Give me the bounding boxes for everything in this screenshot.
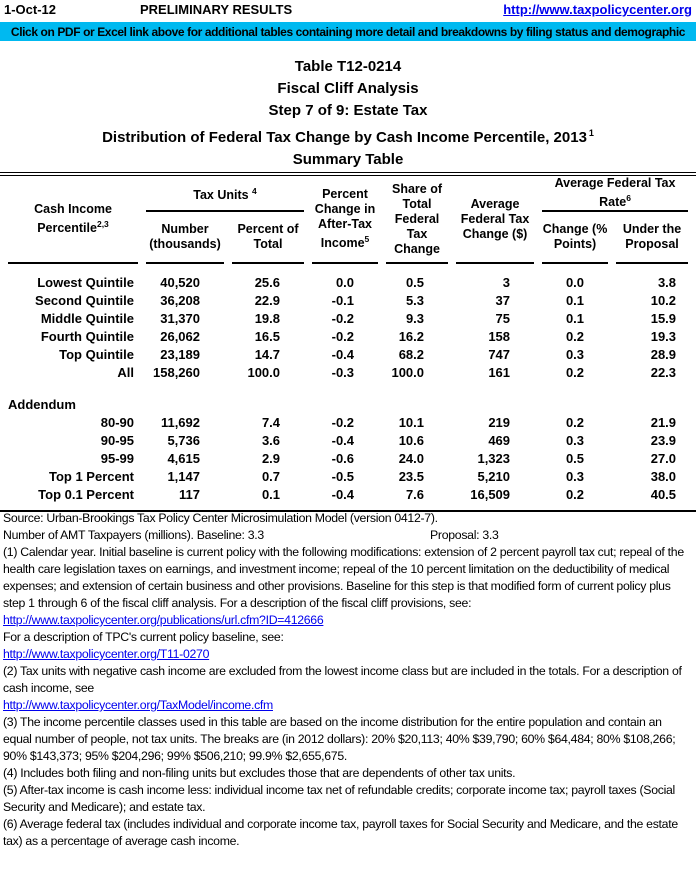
amt-proposal-value: Proposal: 3.3 [430,528,499,542]
table-row [8,468,688,486]
table-cell: 16.2 [398,329,425,345]
tpc-home-link[interactable]: http://www.taxpolicycenter.org [503,2,692,17]
col-header-cash-income-percentile [8,176,138,264]
table-cell: 3 [502,275,511,291]
table-cell: 37 [495,293,511,309]
table-cell: -0.2 [331,329,355,345]
table-cell: 7.4 [261,415,281,431]
row-label: Fourth Quintile [40,329,134,345]
table-cell: 5,736 [167,433,200,449]
table-cell: 0.2 [565,329,585,345]
table-cell: 23.5 [398,469,425,485]
table-cell: -0.2 [331,415,355,431]
col-header-percent-change-after-tax-income [312,176,378,264]
table-cell: 21.9 [650,415,677,431]
avg-rate-footnote-marker: 6 [626,193,631,203]
step-title: Step 7 of 9: Estate Tax [268,102,428,119]
table-cell: 10.6 [398,433,425,449]
table-cell: 5,210 [477,469,511,485]
table-row [8,364,688,382]
table-cell: 68.2 [398,347,425,363]
table-cell: -0.4 [331,433,355,449]
distribution-table [0,172,696,512]
table-cell: 469 [488,433,511,449]
tax-units-text: Tax Units [193,187,253,202]
table-cell: 0.5 [565,451,585,467]
table-cell: 0.3 [565,347,585,363]
table-cell: 0.0 [335,275,355,291]
table-cell: 0.2 [565,365,585,381]
row-label: Second Quintile [35,293,134,309]
report-date: 1-Oct-12 [4,2,57,17]
row-label: Middle Quintile [40,311,134,327]
table-cell: -0.6 [331,451,355,467]
cash-income-footnote-marker: 2,3 [96,219,109,229]
top-header-bar [0,2,696,20]
table-cell: 40.5 [650,487,677,503]
table-cell: 117 [179,487,200,503]
table-cell: 19.8 [254,311,281,327]
table-cell: 38.0 [650,469,677,485]
table-cell: 16.5 [254,329,281,345]
table-cell: 0.5 [405,275,425,291]
table-row [8,432,688,450]
table-cell: 27.0 [650,451,677,467]
col-header-change-percentage-points: Change (% Points) [542,212,608,264]
table-cell: 28.9 [650,347,677,363]
cash-income-definition-link [3,697,693,714]
table-cell: 0.1 [565,311,585,327]
row-label: 80-90 [100,415,134,431]
spacer-cell [8,264,688,274]
table-row [8,486,688,504]
amt-baseline-value: Number of AMT Taxpayers (millions). Baseline: 3.3 [3,528,264,542]
fiscal-cliff-provisions-link [3,612,693,629]
table-cell: -0.3 [331,365,355,381]
table-row [8,396,688,414]
table-row [8,450,688,468]
table-cell: 100.0 [391,365,425,381]
col-header-percent-of-total: Percent of Total [232,212,304,264]
table-row [8,346,688,364]
table-cell: 0.7 [261,469,281,485]
footnote-4: (4) Includes both filing and non-filing units but excludes those that are dependents of other tax units. [3,766,516,780]
col-header-cash-income-text: Cash Income Percentile [34,202,112,236]
table-cell: 75 [495,311,511,327]
table-cell: -0.2 [331,311,355,327]
spacer-row [8,264,688,274]
distribution-title-footnote-marker: 1 [588,128,594,138]
table-cell: 161 [488,365,511,381]
row-label: Top 0.1 Percent [38,487,134,503]
pct-change-text: Percent Change in After-Tax Income [314,187,376,251]
info-banner: Click on PDF or Excel link above for additional tables containing more detail and breakdowns by filing status and demographic [0,22,696,41]
cash-income-definition-link[interactable]: http://www.taxpolicycenter.org/TaxModel/income.cfm [3,698,273,712]
table-cell: 10.2 [650,293,677,309]
table-cell: 22.3 [650,365,677,381]
table-cell: 40,520 [160,275,200,291]
footnote-6: (6) Average federal tax (includes individual and corporate income tax, payroll taxes for Social Security and Medicare, and the estate tax) as a percentage of average cash income. [3,817,678,848]
row-label: Lowest Quintile [37,275,134,291]
table-cell: 1,323 [477,451,511,467]
table-cell: 747 [488,347,511,363]
table-cell: 4,615 [167,451,200,467]
table-cell: 24.0 [398,451,425,467]
footnotes [3,510,693,850]
spacer-row [8,382,688,396]
footnote-3: (3) The income percentile classes used in this table are based on the income distribution for the entire population and contain an equal number of people, not tax units. The breaks are (in 2012 dollars): 20% $20,113; 40% $39,790; 60% $64,484; 80% $108,266; 90% $143,373; 95% $204,296; 99% $506,210; 99.9% $2,655,675. [3,715,676,763]
table-cell: -0.5 [331,469,355,485]
table-cell: 3.8 [657,275,677,291]
table-cell: 5.3 [405,293,425,309]
col-header-under-the-proposal: Under the Proposal [616,212,688,264]
table-cell: 0.0 [565,275,585,291]
table-row [8,292,688,310]
pct-change-footnote-marker: 5 [364,234,370,244]
table-cell: 219 [488,415,511,431]
table-body [8,264,688,510]
current-policy-baseline-link[interactable]: http://www.taxpolicycenter.org/T11-0270 [3,647,210,661]
table-cell: 14.7 [254,347,281,363]
table-cell: 23.9 [650,433,677,449]
table-header [8,176,688,264]
summary-table-title: Summary Table [292,151,404,168]
row-label: 90-95 [100,433,134,449]
col-group-header-average-federal-tax-rate [542,176,688,212]
table-cell: 31,370 [160,311,200,327]
table-cell: 23,189 [160,347,200,363]
tax-units-footnote-marker: 4 [252,185,257,196]
table-row [8,310,688,328]
table-cell: 0.1 [261,487,281,503]
table-cell: 100.0 [247,365,281,381]
table-cell: 22.9 [254,293,281,309]
footnote-5: (5) After-tax income is cash income less: individual income tax net of refundable credits; corporate income tax; payroll taxes (Social Security and Medicare); and estate tax. [3,783,675,814]
table-number-title: Table T12-0214 [294,58,402,75]
current-policy-baseline-link [3,646,693,663]
table-cell: -0.4 [331,487,355,503]
table-cell: 11,692 [160,415,200,431]
table-cell: 10.1 [398,415,425,431]
amt-taxpayers-line [3,527,693,544]
table-cell: 16,509 [470,487,511,503]
table-row [8,328,688,346]
table-cell: -0.4 [331,347,355,363]
table-cell: -0.1 [331,293,355,309]
row-label: 95-99 [100,451,134,467]
table-cell: 0.3 [565,433,585,449]
current-policy-baseline-note: For a description of TPC's current policy baseline, see: [3,630,284,644]
col-header-number-thousands: Number (thousands) [146,212,224,264]
table-cell: 0.3 [565,469,585,485]
table-cell: 9.3 [405,311,425,327]
preliminary-results-label: PRELIMINARY RESULTS [140,2,293,17]
table-cell: 0.1 [565,293,585,309]
table-cell: 0.2 [565,415,585,431]
distribution-title-text: Distribution of Federal Tax Change by Cash Income Percentile, 2013 [102,129,587,146]
source-note: Source: Urban-Brookings Tax Policy Center Microsimulation Model (version 0412-7). [3,511,438,525]
table-cell: 0.2 [565,487,585,503]
table-cell: 26,062 [160,329,200,345]
table-cell: 36,208 [160,293,200,309]
avg-rate-text: Average Federal Tax Rate [554,176,676,210]
table-cell: 15.9 [650,311,677,327]
row-label: Top Quintile [59,347,134,363]
row-label: All [117,365,134,381]
col-group-header-tax-units [146,176,304,212]
table-cell: 3.6 [261,433,281,449]
analysis-title: Fiscal Cliff Analysis [277,80,419,97]
col-header-average-federal-tax-change: Average Federal Tax Change ($) [456,176,534,264]
footnote-2: (2) Tax units with negative cash income are excluded from the lowest income class but are included in the totals. For a description of cash income, see [3,664,682,695]
row-label: Top 1 Percent [48,469,134,485]
table-cell: 2.9 [261,451,281,467]
table-cell: 1,147 [167,469,200,485]
table-row [8,414,688,432]
table-row [8,274,688,292]
footnote-1: (1) Calendar year. Initial baseline is current policy with the following modifications: extension of 2 percent payroll tax cut; repeal of the health care legislation taxes on earnings, and investment income; repeal of the 10 percent limitation on the deductibility of medical expenses; and extension of certain business and other provisions. Baseline for this step is that modified form of current policy plus step 1 through 6 of the fiscal cliff analysis. For a description of the fiscal cliff provisions, see: [3,545,684,610]
col-header-share-of-total-federal-tax-change: Share of Total Federal Tax Change [386,176,448,264]
table-cell: 7.6 [405,487,425,503]
title-block [0,56,696,171]
table-cell: 158,260 [153,365,200,381]
table-cell: 158 [488,329,511,345]
table-cell: 19.3 [650,329,677,345]
spacer-cell [8,382,688,396]
fiscal-cliff-provisions-link[interactable]: http://www.taxpolicycenter.org/publications/url.cfm?ID=412666 [3,613,324,627]
addendum-label: Addendum [8,397,76,413]
distribution-title [0,122,696,149]
table-cell: 25.6 [254,275,281,291]
